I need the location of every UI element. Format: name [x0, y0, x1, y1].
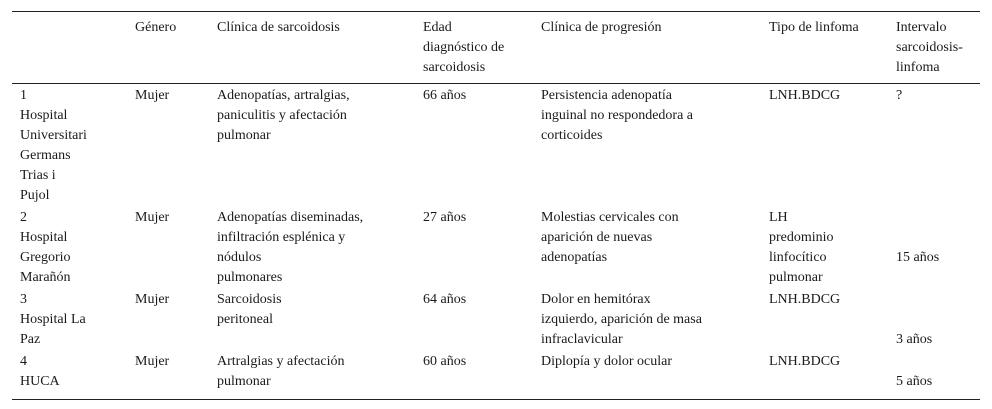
row-4-intervalo: 5 años: [896, 374, 933, 389]
row-4-genero: Mujer: [135, 354, 170, 369]
header-cell-intervalo: Intervalo sarcoidosis- linfoma: [896, 20, 963, 75]
header-cell-clinica-sarcoidosis: Clínica de sarcoidosis: [217, 20, 340, 35]
header-divider: [12, 83, 980, 84]
row-3-edad: 64 años: [423, 292, 467, 307]
row-3-intervalo: 3 años: [896, 332, 933, 347]
data-table: [12, 11, 980, 400]
row-4-clinica-sarcoidosis: Artralgias y afectación pulmonar: [217, 354, 345, 389]
row-2-clinica-progresion: Molestias cervicales con aparición de nuevas adenopatías: [541, 210, 679, 265]
row-2-intervalo: 15 años: [896, 250, 940, 265]
row-2-clinica-sarcoidosis: Adenopatías diseminadas, infiltración esplénica y nódulos pulmonares: [217, 210, 364, 285]
row-1-index-hospital: 1 Hospital Universitari Germans Trias i Pujol: [20, 88, 87, 203]
row-2-edad: 27 años: [423, 210, 467, 225]
row-2-index-hospital: 2 Hospital Gregorio Marañón: [20, 210, 71, 285]
row-1-edad: 66 años: [423, 88, 467, 103]
row-4-tipo-linfoma: LNH.BDCG: [769, 354, 841, 369]
header-cell-tipo-linfoma: Tipo de linfoma: [769, 20, 859, 35]
row-3-clinica-progresion: Dolor en hemitórax izquierdo, aparición de masa infraclavicular: [541, 292, 702, 347]
row-3-clinica-sarcoidosis: Sarcoidosis peritoneal: [217, 292, 282, 327]
header-cell-genero: Género: [135, 20, 177, 35]
row-1-genero: Mujer: [135, 88, 170, 103]
row-2-genero: Mujer: [135, 210, 170, 225]
row-1-clinica-sarcoidosis: Adenopatías, artralgias, paniculitis y afectación pulmonar: [217, 88, 350, 143]
row-1-intervalo: ?: [896, 88, 903, 103]
row-3-genero: Mujer: [135, 292, 170, 307]
row-4-edad: 60 años: [423, 354, 467, 369]
row-4-clinica-progresion: Diplopía y dolor ocular: [541, 354, 673, 369]
row-1-clinica-progresion: Persistencia adenopatía inguinal no respondedora a corticoides: [541, 88, 694, 143]
row-4-index-hospital: 4 HUCA: [20, 354, 60, 389]
header-cell-edad-diagnostico: Edad diagnóstico de sarcoidosis: [423, 20, 505, 75]
row-1-tipo-linfoma: LNH.BDCG: [769, 88, 841, 103]
row-3-tipo-linfoma: LNH.BDCG: [769, 292, 841, 307]
row-3-index-hospital: 3 Hospital La Paz: [20, 292, 86, 347]
row-2-tipo-linfoma: LH predominio linfocítico pulmonar: [769, 210, 834, 285]
header-cell-clinica-progresion: Clínica de progresión: [541, 20, 662, 35]
